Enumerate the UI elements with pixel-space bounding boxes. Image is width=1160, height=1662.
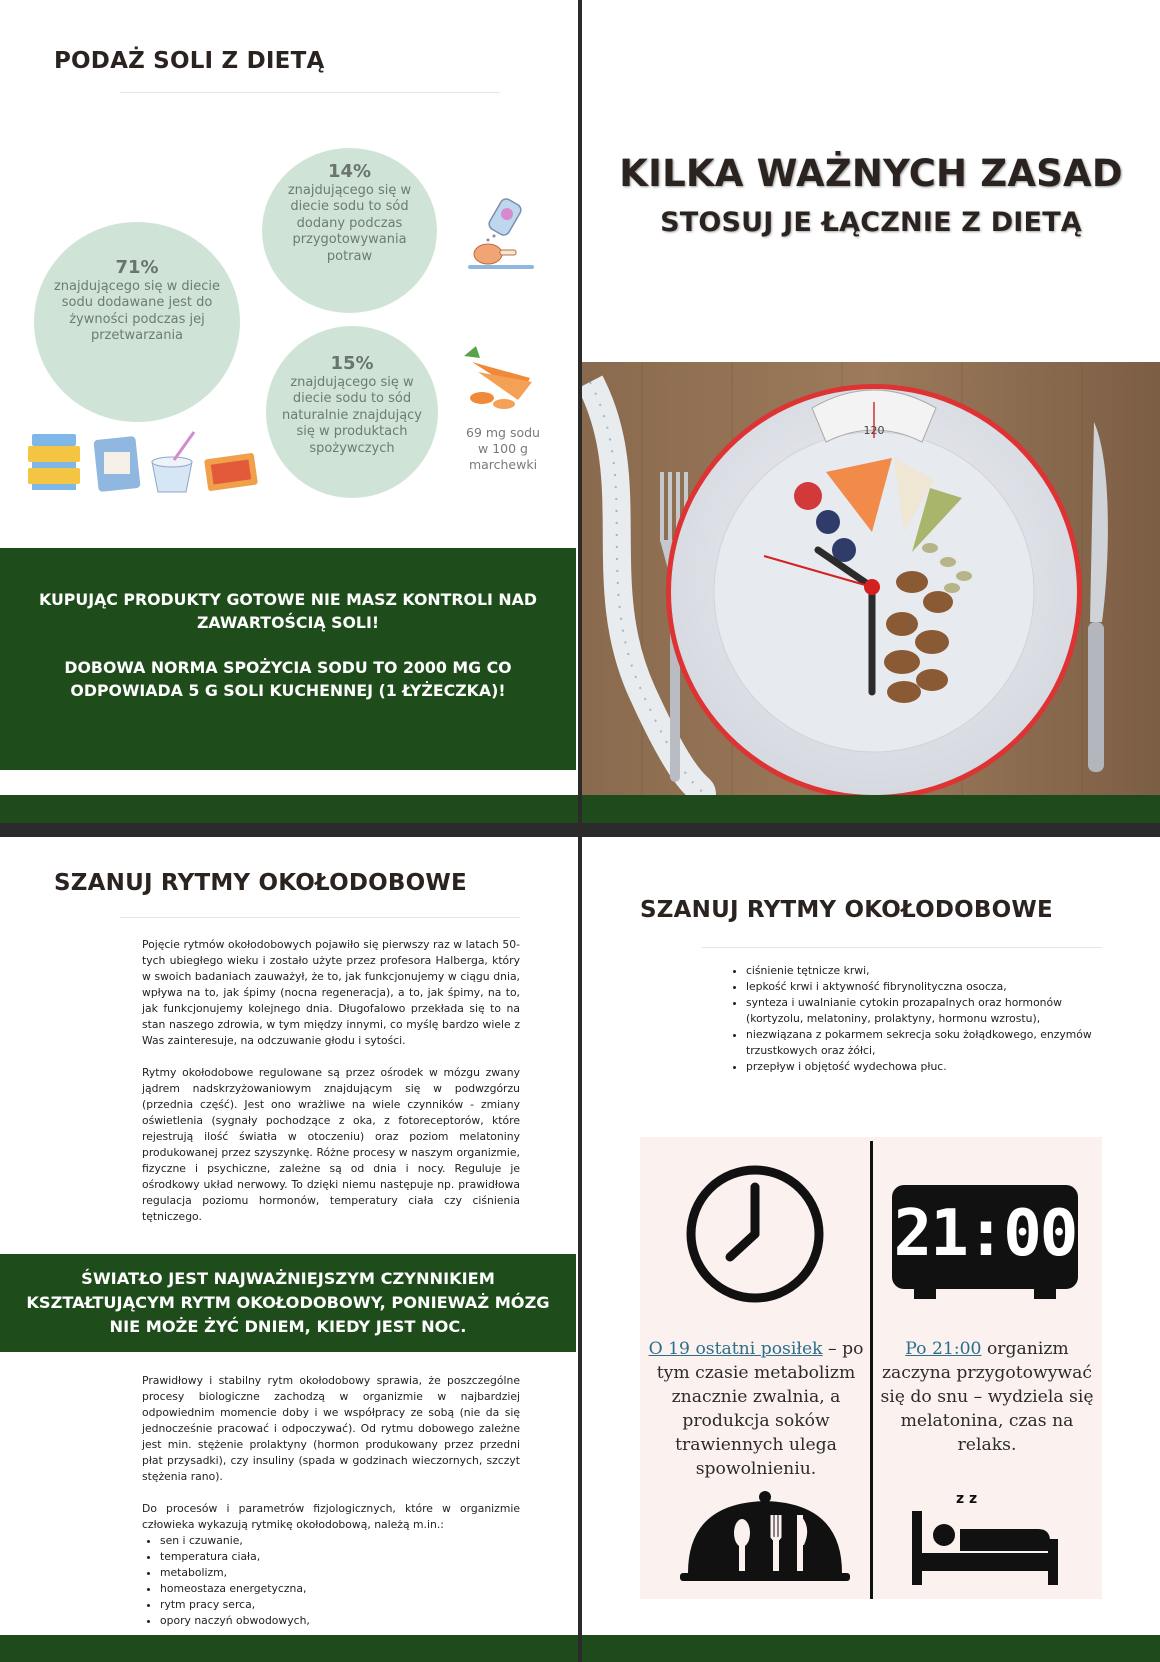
page-title: PODAŻ SOLI Z DIETĄ <box>54 48 325 74</box>
process-list <box>142 1533 520 1629</box>
after-21-link[interactable]: Po 21:00 <box>905 1339 982 1359</box>
cloche-cutlery-icon <box>680 1487 850 1587</box>
percent-value: 15% <box>330 353 374 374</box>
footer-bar <box>0 1635 578 1662</box>
detail-text-block <box>142 1373 520 1629</box>
scale-reading: 120 <box>863 424 885 437</box>
warning-line-2: DOBOWA NORMA SPOŻYCIA SODU TO 2000 MG CO ODPOWIADA 5 G SOLI KUCHENNEJ (1 ŁYŻECZKA)! <box>64 658 512 700</box>
paragraph: Pojęcie rytmów okołodobowych pojawiło się pierwszy raz w latach 50-tych ubiegłego wieku i zostało użyte przez profesora Halberga, który w swoich badaniach zauważył, że to, jak funkcjonujemy w ciągu dnia, wpływa na to, jak śpimy (nocna regeneracja), a to, jak śpimy, na to, jak funkcjonujemy kolejnego dnia. Długofalowo przekłada się to na stan naszego zdrowia, w tym między innymi, co myślę bardzo wiele z Was zainteresuje, na odczuwanie głodu i sytości. <box>142 938 520 1047</box>
list-item: • metabolizm, <box>160 1565 520 1581</box>
carrot-icon <box>458 342 540 412</box>
list-item: • temperatura ciała, <box>160 1549 520 1565</box>
circle-text: znajdującego się w diecie sodu dodawane jest do żywności podczas jej przetwarzania <box>53 278 221 343</box>
list-item: • ciśnienie tętnicze krwi, <box>746 963 1098 979</box>
list-item: • synteza i uwalnianie cytokin prozapalnych oraz hormonów (kortyzolu, melatoniny, prolaktyny, hormonu wzrostu), <box>746 995 1098 1027</box>
list-item: • opory naczyń obwodowych, <box>160 1613 520 1629</box>
footer-bar <box>582 1635 1160 1662</box>
list-item: • rytm pracy serca, <box>160 1597 520 1613</box>
card-divider <box>870 1141 873 1599</box>
circle-14-percent <box>262 148 437 313</box>
light-highlight-box: ŚWIATŁO JEST NAJWAŻNIEJSZYM CZYNNIKIEM KSZTAŁTUJĄCYM RYTM OKOŁODOBOWY, PONIEWAŻ MÓZG NIE MOŻE ŻYĆ DNIEM, KIEDY JEST NOC. <box>0 1254 576 1352</box>
salt-shaker-chicken-icon <box>466 192 538 276</box>
page-important-rules <box>582 0 1160 823</box>
plate-clock-photo <box>582 362 1160 795</box>
clock-time: 21:00 <box>893 1197 1077 1271</box>
circle-15-percent <box>266 326 438 498</box>
warning-line-1: KUPUJĄC PRODUKTY GOTOWE NIE MASZ KONTROLI NAD ZAWARTOŚCIĄ SOLI! <box>39 590 537 632</box>
divider <box>702 947 1102 948</box>
clock-icon <box>684 1163 826 1305</box>
sleeping-bed-icon <box>910 1483 1060 1589</box>
digital-clock-icon <box>892 1185 1078 1289</box>
circle-text: znajdującego się w diecie sodu to sód dodany podczas przygotowywania potraw <box>287 182 412 264</box>
paragraph: Prawidłowy i stabilny rytm okołodobowy sprawia, że poszczególne procesy biologiczne zachodzą w organizmie w najbardziej odpowiednim momencie doby i we współpracy ze sobą (nie da się jednocześnie pracować i odpoczywać). Od rytmu dobowego zależne jest min. stężenie prolaktyny (hormon produkowany przez przedni płat przysadki), czy insuliny (spada w godzinach wieczornych, szczyt stężenia rano). <box>142 1374 520 1483</box>
percent-value: 14% <box>327 161 372 182</box>
footer-bar <box>582 795 1160 823</box>
page-circadian-rhythms-1 <box>0 837 578 1662</box>
page-subtitle: STOSUJ JE ŁĄCZNIE Z DIETĄ <box>660 207 1082 238</box>
circle-71-percent <box>34 222 240 422</box>
carrot-sodium-note: 69 mg sodu w 100 g marchewki <box>466 425 540 472</box>
page-title: SZANUJ RYTMY OKOŁODOBOWE <box>54 870 467 896</box>
paragraph: Rytmy okołodobowe regulowane są przez ośrodek w mózgu zwany jądrem nadskrzyżowaniowym znajdującym się w podwzgórzu (przednia część). Jest ono wrażliwe na wiele czynników - zmiany oświetlenia (sygnały pochodzące z oka, z fotoreceptorów, które rejestrują ilość światła w otoczeniu) oraz poziom melatoniny produkowanej przez szyszynkę. Różne procesy w naszym organizmie, fizyczne i psychiczne, zależne są od dnia i nocy. Reguluje je ośrodkowy układ nerwowy. To dzięki niemu następuje np. prawidłowa regulacja poziomu hormonów, temperatury ciała czy ciśnienia tętniczego. <box>142 1066 520 1223</box>
processed-food-icons <box>24 428 260 500</box>
list-item: • sen i czuwanie, <box>160 1533 520 1549</box>
paragraph: Do procesów i parametrów fizjologicznych, które w organizmie człowieka wykazują rytmikę okołodobową, należą m.in.: <box>142 1502 520 1531</box>
page-title: SZANUJ RYTMY OKOŁODOBOWE <box>640 897 1053 923</box>
sleep-prep-text: organizm zaczyna przygotowywać się do snu – wydziela się melatonina, czas na relaks. <box>880 1339 1094 1455</box>
page-title: KILKA WAŻNYCH ZASAD <box>619 152 1123 195</box>
bag-icon <box>93 436 140 492</box>
list-item: • lepkość krwi i aktywność fibrynolityczna osocza, <box>746 979 1098 995</box>
sleep-zz: z z <box>956 1491 978 1507</box>
list-item: • przepływ i objętość wydechowa płuc. <box>746 1059 1098 1075</box>
page-circadian-rhythms-2 <box>582 837 1160 1662</box>
last-meal-link[interactable]: O 19 ostatni posiłek <box>648 1339 823 1359</box>
process-list-continued <box>728 963 1098 1075</box>
timing-info-card <box>640 1137 1102 1599</box>
circle-text: znajdującego się w diecie sodu to sód naturalnie znajdujący się w produktach spożywczych <box>282 374 422 456</box>
sleep-prep-note <box>880 1337 1094 1457</box>
list-item: • homeostaza energetyczna, <box>160 1581 520 1597</box>
last-meal-note <box>648 1337 864 1481</box>
yogurt-icon <box>152 432 194 492</box>
bullet-list <box>728 963 1098 1075</box>
divider <box>120 92 500 93</box>
list-item: • niezwiązana z pokarmem sekrecja soku żołądkowego, enzymów trzustkowych oraz żółci, <box>746 1027 1098 1059</box>
percent-value: 71% <box>115 257 159 278</box>
page-salt-intake <box>0 0 578 823</box>
divider <box>120 917 520 918</box>
intro-text-block <box>142 937 520 1225</box>
salt-warning-box <box>0 548 576 770</box>
last-meal-text: – po tym czasie metabolizm znacznie zwalnia, a produkcja soków trawiennych ulega spowolnieniu. <box>656 1339 864 1479</box>
cheese-pack-icon <box>204 453 258 492</box>
containers-icon <box>28 434 80 490</box>
footer-bar <box>0 795 578 823</box>
